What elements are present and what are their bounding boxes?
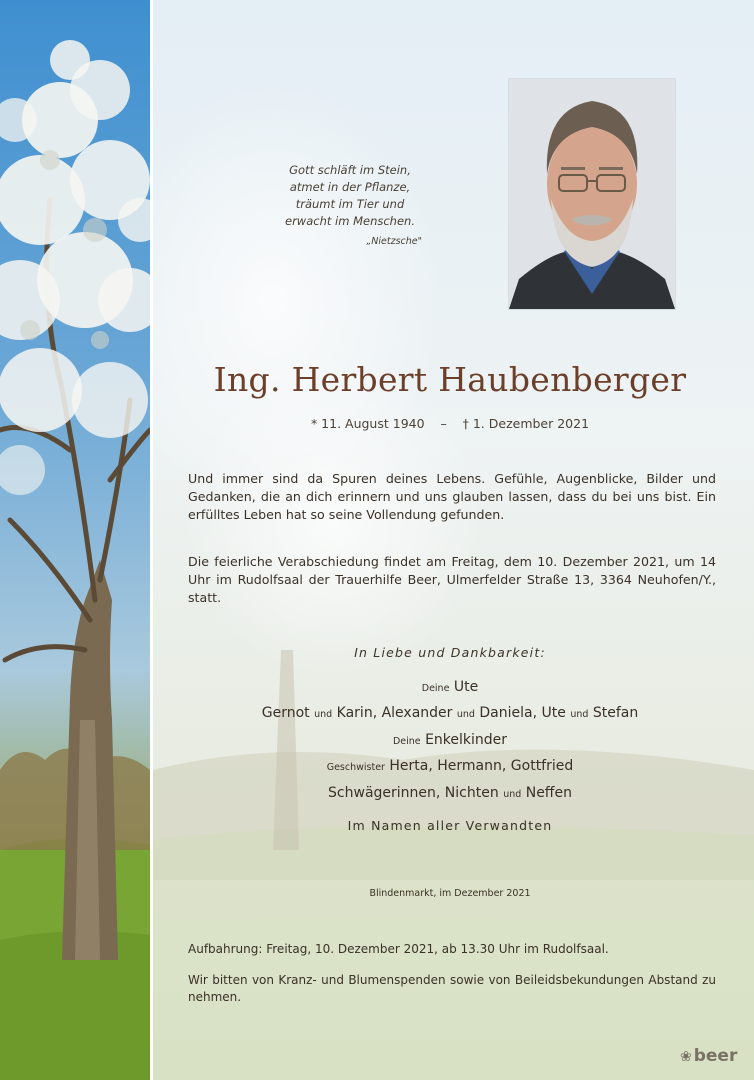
mourner-line: Schwägerinnen, Nichten und Neffen <box>328 785 572 801</box>
quote-line: atmet in der Pflanze, <box>289 180 411 194</box>
mourner-line: Deine Ute <box>421 679 479 695</box>
mourner-line: Deine Enkelkinder <box>392 732 508 748</box>
flower-icon: ❀ <box>680 1049 692 1065</box>
deceased-name: Ing. Herbert Haubenberger <box>213 360 687 399</box>
birth-date: * 11. August 1940 <box>310 416 425 431</box>
quote <box>250 162 450 250</box>
mourner-line: Gernot und Karin, Alexander und Daniela, Ute und Stefan <box>261 705 639 721</box>
blossom-tree-photo <box>0 0 150 1080</box>
quote-line: träumt im Tier und <box>295 197 405 211</box>
quote-author: „Nietzsche" <box>366 236 422 247</box>
beer-logo: ❀ beer <box>680 1046 738 1066</box>
donation-request: Wir bitten von Kranz- und Blumenspenden sowie von Beileidsbekundungen Abstand zu nehmen. <box>188 973 716 1004</box>
death-date: † 1. Dezember 2021 <box>462 416 590 431</box>
ceremony-paragraph: Die feierliche Verabschiedung findet am Freitag, dem 10. Dezember 2021, um 14 Uhr im Rudolfsaal der Trauerhilfe Beer, Ulmerfelder Straße 13, 3364 Neuhofen/Y., statt. <box>188 554 716 605</box>
quote-line: erwacht im Menschen. <box>285 214 415 228</box>
quote-line: Gott schläft im Stein, <box>289 163 411 177</box>
life-dates <box>250 416 650 431</box>
date-separator: – <box>440 416 447 431</box>
viewing-info: Aufbahrung: Freitag, 10. Dezember 2021, ab 13.30 Uhr im Rudolfsaal. <box>188 942 609 956</box>
mourner-line: Geschwister Herta, Hermann, Gottfried <box>326 758 574 774</box>
relatives-line: Im Namen aller Verwandten <box>347 818 553 833</box>
portrait-photo <box>509 79 675 309</box>
place-date: Blindenmarkt, im Dezember 2021 <box>369 888 531 899</box>
memorial-paragraph: Und immer sind da Spuren deines Lebens. Gefühle, Augenblicke, Bilder und Gedanken, die an dich erinnern und uns glauben lassen, dass du bei uns bist. Ein erfülltes Leben hat so seine Vollendung gefunden. <box>188 471 716 522</box>
gratitude-heading: In Liebe und Dankbarkeit: <box>354 645 546 660</box>
